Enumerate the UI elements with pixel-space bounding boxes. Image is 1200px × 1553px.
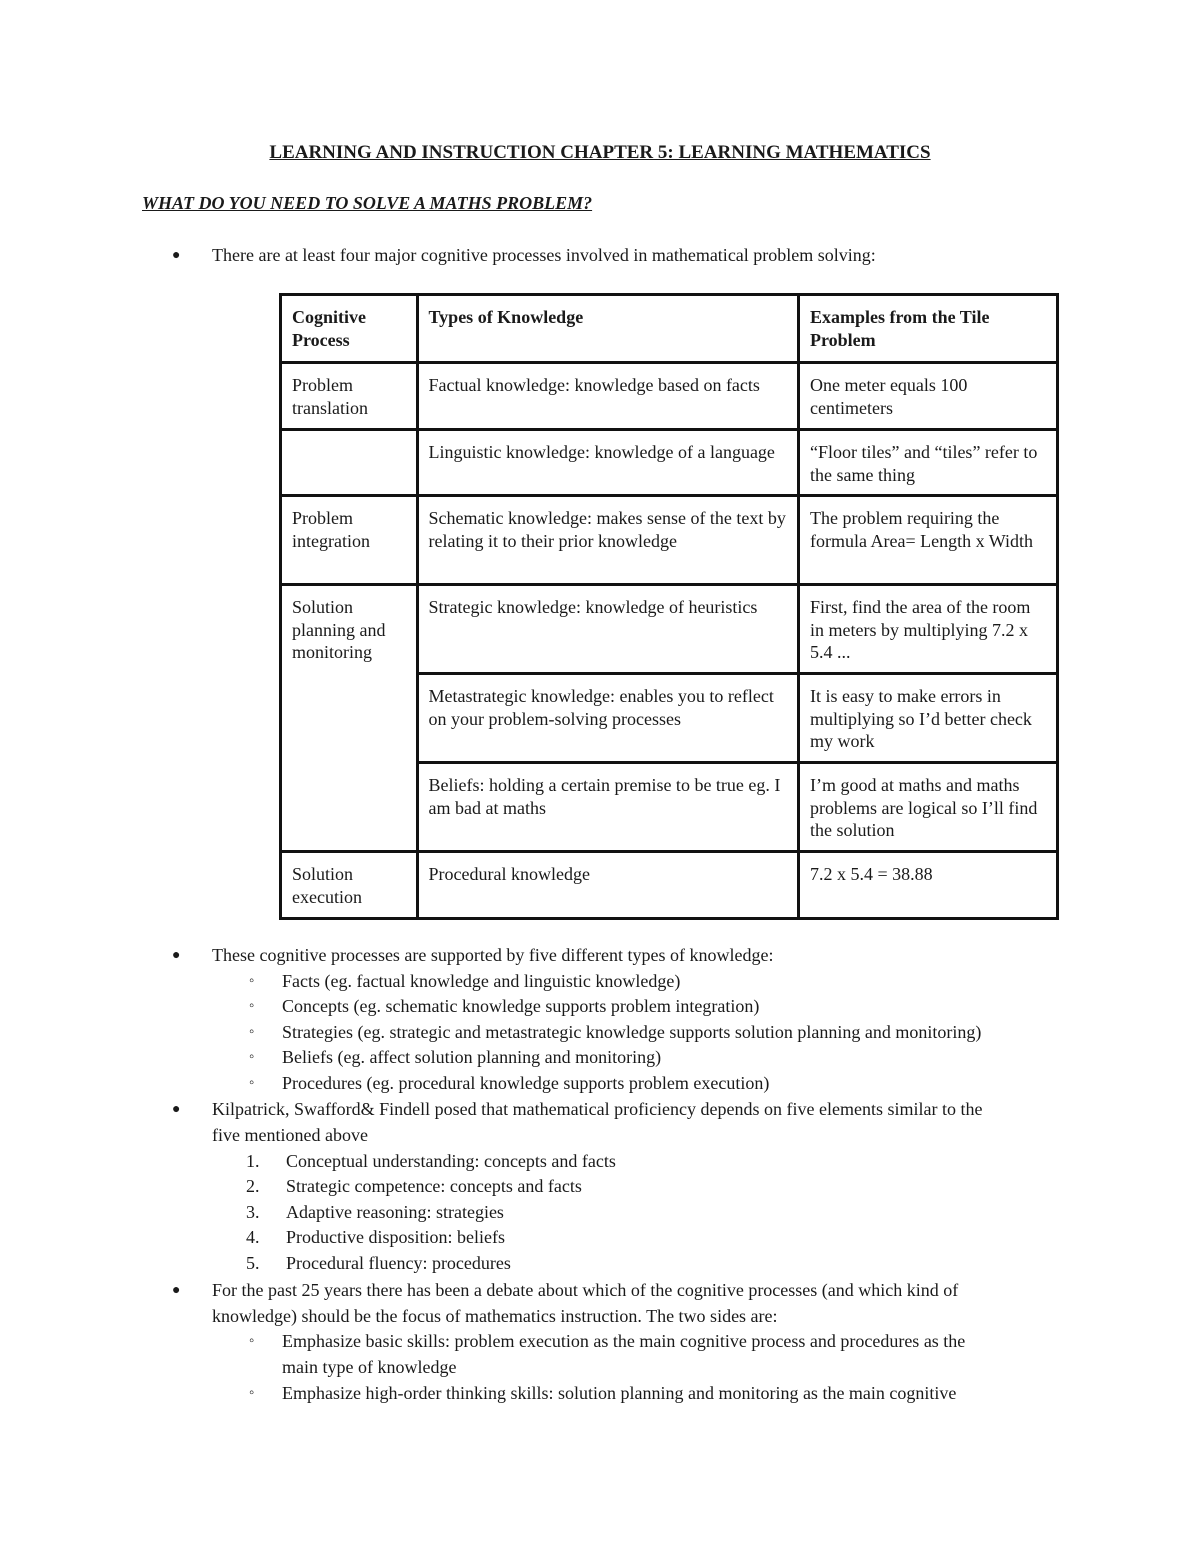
table-row — [281, 585, 1058, 674]
list-item-text: There are at least four major cognitive processes involved in mathematical problem solving: — [212, 245, 876, 265]
bullet-icon: ● — [172, 1283, 181, 1298]
list-item-text: For the past 25 years there has been a debate about which of the cognitive processes (and which kind of — [212, 1280, 959, 1300]
item-number: 1. — [246, 1151, 260, 1171]
list-item-text: Procedures (eg. procedural knowledge supports problem execution) — [282, 1073, 770, 1093]
header-cell: Examples from the Tile Problem — [798, 295, 1057, 363]
list-item-text: knowledge) should be the focus of mathematics instruction. The two sides are: — [212, 1306, 778, 1326]
sub-bullet-icon: ◦ — [249, 973, 255, 989]
list-item-text: five mentioned above — [212, 1125, 368, 1145]
knowledge-table — [279, 293, 1059, 920]
table-cell: Linguistic knowledge: knowledge of a language — [417, 430, 798, 496]
table-cell: The problem requiring the formula Area= Length x Width — [798, 496, 1057, 585]
table-cell: Factual knowledge: knowledge based on facts — [417, 363, 798, 430]
list-item-text: Concepts (eg. schematic knowledge supports problem integration) — [282, 996, 760, 1016]
table-cell: Solution planning and monitoring — [281, 585, 418, 852]
sub-bullet-icon: ◦ — [249, 1385, 255, 1401]
table-cell: Beliefs: holding a certain premise to be true eg. I am bad at maths — [417, 763, 798, 852]
table-cell: Strategic knowledge: knowledge of heuristics — [417, 585, 798, 674]
list-item-text: Productive disposition: beliefs — [286, 1227, 505, 1247]
table-cell: “Floor tiles” and “tiles” refer to the same thing — [798, 430, 1057, 496]
table-cell: 7.2 x 5.4 = 38.88 — [798, 852, 1057, 919]
table-cell — [281, 430, 418, 496]
list-item-text: main type of knowledge — [282, 1357, 457, 1377]
list-item-text: Facts (eg. factual knowledge and linguistic knowledge) — [282, 971, 681, 991]
table-cell: Problem integration — [281, 496, 418, 585]
sub-bullet-icon: ◦ — [249, 998, 255, 1014]
item-number: 4. — [246, 1227, 260, 1247]
table-cell: Procedural knowledge — [417, 852, 798, 919]
header-cell: Types of Knowledge — [417, 295, 798, 363]
bullet-icon: ● — [172, 248, 181, 263]
item-number: 2. — [246, 1176, 260, 1196]
table-row — [281, 363, 1058, 430]
header-cell: Cognitive Process — [281, 295, 418, 363]
table-header-row — [281, 295, 1058, 363]
bullet-icon: ● — [172, 948, 181, 963]
table-cell: It is easy to make errors in multiplying so I’d better check my work — [798, 674, 1057, 763]
page-title: LEARNING AND INSTRUCTION CHAPTER 5: LEARNING MATHEMATICS — [269, 142, 931, 163]
table-cell: First, find the area of the room in meters by multiplying 7.2 x 5.4 ... — [798, 585, 1057, 674]
list-item-text: Adaptive reasoning: strategies — [286, 1202, 504, 1222]
list-item-text: Strategies (eg. strategic and metastrategic knowledge supports solution planning and monitoring) — [282, 1022, 982, 1042]
table-cell: Metastrategic knowledge: enables you to reflect on your problem-solving processes — [417, 674, 798, 763]
table-row — [281, 496, 1058, 585]
list-item-text: Conceptual understanding: concepts and facts — [286, 1151, 616, 1171]
sub-bullet-icon: ◦ — [249, 1075, 255, 1091]
table-row — [281, 430, 1058, 496]
list-item-text: Beliefs (eg. affect solution planning and monitoring) — [282, 1047, 662, 1067]
section-heading: WHAT DO YOU NEED TO SOLVE A MATHS PROBLEM? — [142, 193, 593, 213]
table-cell: One meter equals 100 centimeters — [798, 363, 1057, 430]
table-cell: Solution execution — [281, 852, 418, 919]
table-cell: Schematic knowledge: makes sense of the text by relating it to their prior knowledge — [417, 496, 798, 585]
list-item-text: Strategic competence: concepts and facts — [286, 1176, 582, 1196]
list-item-text: These cognitive processes are supported by five different types of knowledge: — [212, 945, 774, 965]
table-cell: I’m good at maths and maths problems are logical so I’ll find the solution — [798, 763, 1057, 852]
list-item-text: Procedural fluency: procedures — [286, 1253, 511, 1273]
table-cell: Problem translation — [281, 363, 418, 430]
list-item-text: Emphasize basic skills: problem execution as the main cognitive process and procedures as the — [282, 1331, 966, 1351]
list-item-text: Kilpatrick, Swafford& Findell posed that mathematical proficiency depends on five elements similar to the — [212, 1099, 983, 1119]
sub-bullet-icon: ◦ — [249, 1049, 255, 1065]
item-number: 3. — [246, 1202, 260, 1222]
item-number: 5. — [246, 1253, 260, 1273]
bullet-icon: ● — [172, 1102, 181, 1117]
table-row — [281, 852, 1058, 919]
sub-bullet-icon: ◦ — [249, 1024, 255, 1040]
sub-bullet-icon: ◦ — [249, 1333, 255, 1349]
list-item-text: Emphasize high-order thinking skills: solution planning and monitoring as the main cognitive — [282, 1383, 957, 1403]
